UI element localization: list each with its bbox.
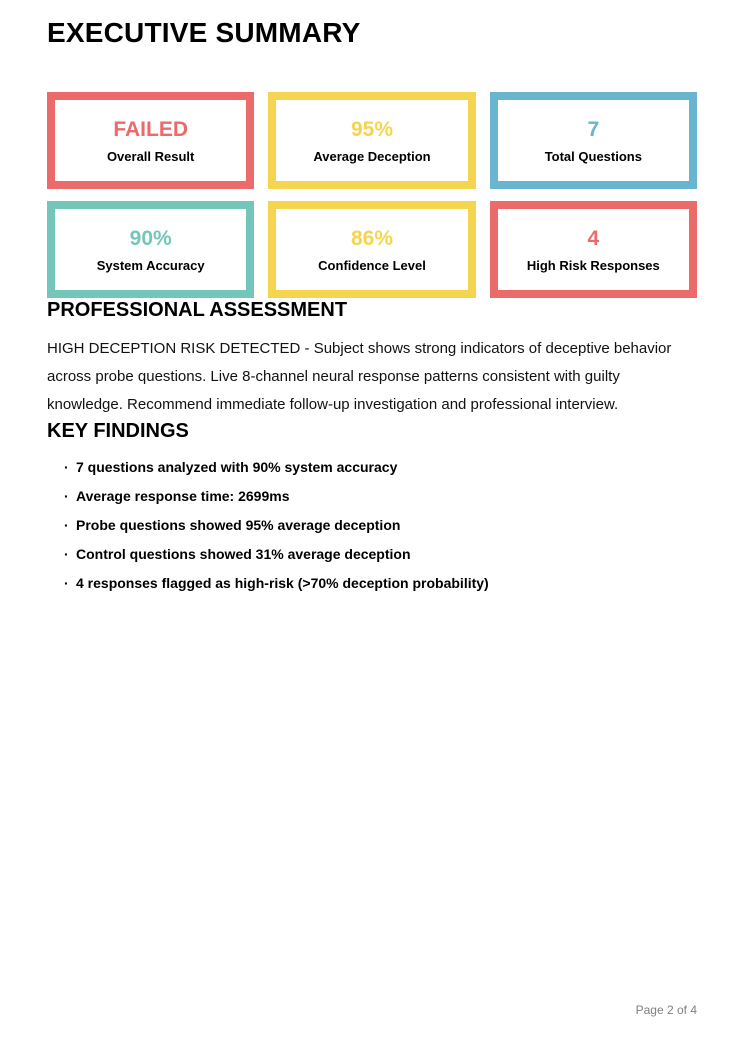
page-title: EXECUTIVE SUMMARY xyxy=(47,17,361,48)
stat-value: 90% xyxy=(129,226,172,250)
stat-cards-grid xyxy=(47,92,697,298)
assessment-body: HIGH DECEPTION RISK DETECTED - Subject shows strong indicators of deceptive behavior across probe questions. Live 8-channel neural response patterns consistent with guilty knowledge. Recommend immediate follow-up investigation and professional interview. xyxy=(47,340,672,414)
stat-label: System Accuracy xyxy=(96,257,205,273)
stat-card-average-deception xyxy=(268,92,475,189)
stat-value: FAILED xyxy=(113,117,188,141)
finding-item: · Average response time: 2699ms xyxy=(47,489,697,503)
stat-label: Confidence Level xyxy=(318,257,426,273)
stat-label: Total Questions xyxy=(544,148,642,164)
finding-item: · Control questions showed 31% average deception xyxy=(47,547,697,561)
stat-label: High Risk Responses xyxy=(526,257,660,273)
finding-item: · 4 responses flagged as high-risk (>70% deception probability) xyxy=(47,576,697,590)
stat-value: 86% xyxy=(350,226,393,250)
findings-heading: KEY FINDINGS xyxy=(47,420,189,443)
assessment-heading: PROFESSIONAL ASSESSMENT xyxy=(47,299,348,322)
finding-item: · 7 questions analyzed with 90% system accuracy xyxy=(47,460,697,474)
stat-value: 4 xyxy=(587,226,600,250)
stat-value: 95% xyxy=(350,117,393,141)
page-number: Page 2 of 4 xyxy=(635,1003,697,1017)
stat-card-overall-result xyxy=(47,92,254,189)
stat-value: 7 xyxy=(587,117,600,141)
stat-card-system-accuracy xyxy=(47,201,254,298)
stat-card-confidence-level xyxy=(268,201,475,298)
finding-item: · Probe questions showed 95% average deception xyxy=(47,518,697,532)
stat-label: Average Deception xyxy=(313,148,431,164)
stat-card-total-questions xyxy=(490,92,697,189)
findings-list xyxy=(47,460,697,590)
stat-label: Overall Result xyxy=(106,148,195,164)
stat-card-high-risk-responses xyxy=(490,201,697,298)
